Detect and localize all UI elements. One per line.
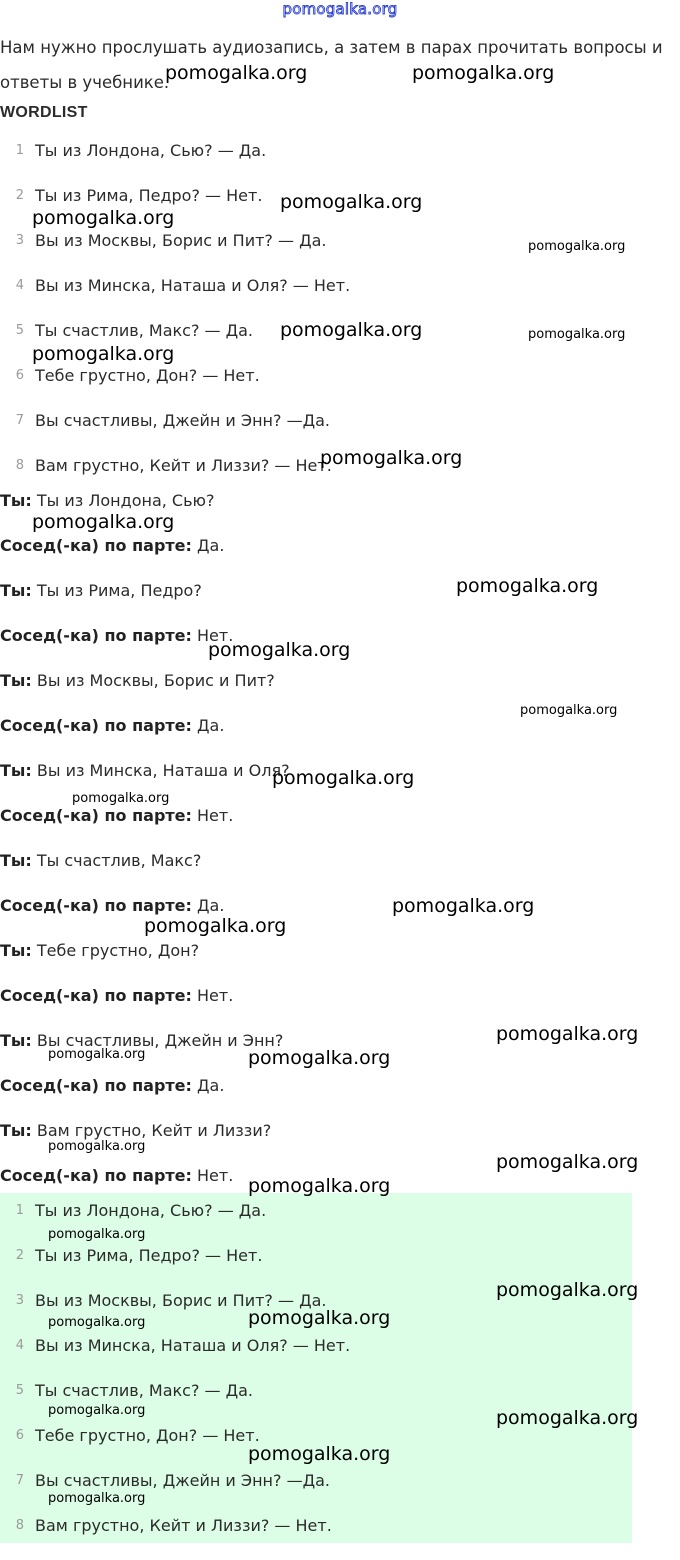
dialog-section xyxy=(0,489,640,1209)
item-number: 7 xyxy=(15,413,24,428)
watermark: pomogalka.org xyxy=(48,1403,146,1418)
watermark: pomogalka.org xyxy=(32,511,175,533)
dialog-text: Вы из Минска, Наташа и Оля? xyxy=(31,761,290,780)
item-number: 4 xyxy=(15,1338,24,1353)
dialog-text: Ты счастлив, Макс? xyxy=(31,851,202,870)
dialog-text: Нет. xyxy=(191,806,234,825)
item-text: Вам грустно, Кейт и Лиззи? — Нет. xyxy=(35,1516,332,1535)
watermark: pomogalka.org xyxy=(496,1023,639,1045)
item-text: Вы счастливы, Джейн и Энн? —Да. xyxy=(35,411,330,430)
speaker-label: Ты: xyxy=(0,1121,32,1140)
speaker-label: Сосед(-ка) по парте: xyxy=(0,986,192,1005)
dialog-line xyxy=(0,1074,640,1119)
watermark: pomogalka.org xyxy=(496,1407,639,1429)
list-item xyxy=(0,140,632,185)
watermark: pomogalka.org xyxy=(32,207,175,229)
dialog-text: Да. xyxy=(191,1076,225,1095)
dialog-text: Вам грустно, Кейт и Лиззи? xyxy=(31,1121,272,1140)
watermark: pomogalka.org xyxy=(496,1279,639,1301)
wordlist-highlighted xyxy=(0,1200,632,1560)
item-text: Вы из Минска, Наташа и Оля? — Нет. xyxy=(35,1336,351,1355)
item-number: 2 xyxy=(15,1248,24,1263)
speaker-label: Сосед(-ка) по парте: xyxy=(0,806,192,825)
watermark: pomogalka.org xyxy=(248,1307,391,1329)
dialog-text: Нет. xyxy=(191,1166,234,1185)
dialog-text: Вы из Москвы, Борис и Пит? xyxy=(31,671,275,690)
watermark: pomogalka.org xyxy=(144,915,287,937)
speaker-label: Сосед(-ка) по парте: xyxy=(0,626,192,645)
watermark: pomogalka.org xyxy=(528,327,626,342)
dialog-line xyxy=(0,714,640,759)
watermark: pomogalka.org xyxy=(165,62,308,84)
watermark: pomogalka.org xyxy=(272,767,415,789)
dialog-text: Тебе грустно, Дон? xyxy=(31,941,200,960)
watermark: pomogalka.org xyxy=(48,1227,146,1242)
dialog-line xyxy=(0,894,640,939)
item-text: Ты из Лондона, Сью? — Да. xyxy=(35,141,267,160)
speaker-label: Ты: xyxy=(0,761,32,780)
item-number: 3 xyxy=(15,1293,24,1308)
item-text: Тебе грустно, Дон? — Нет. xyxy=(35,1426,260,1445)
watermark: pomogalka.org xyxy=(456,575,599,597)
watermark: pomogalka.org xyxy=(72,791,170,806)
speaker-label: Сосед(-ка) по парте: xyxy=(0,1076,192,1095)
item-number: 5 xyxy=(15,1383,24,1398)
list-item xyxy=(0,1335,632,1380)
item-number: 8 xyxy=(15,458,24,473)
watermark: pomogalka.org xyxy=(48,1139,146,1154)
watermark: pomogalka.org xyxy=(280,319,423,341)
item-text: Ты из Рима, Педро? — Нет. xyxy=(35,1246,263,1265)
speaker-label: Ты: xyxy=(0,941,32,960)
watermark: pomogalka.org xyxy=(248,1047,391,1069)
dialog-text: Нет. xyxy=(191,986,234,1005)
watermark: pomogalka.org xyxy=(208,639,351,661)
speaker-label: Ты: xyxy=(0,491,32,510)
speaker-label: Сосед(-ка) по парте: xyxy=(0,1166,192,1185)
watermark: pomogalka.org xyxy=(520,703,618,718)
watermark: pomogalka.org xyxy=(248,1443,391,1465)
watermark: pomogalka.org xyxy=(320,447,463,469)
speaker-label: Сосед(-ка) по парте: xyxy=(0,716,192,735)
dialog-line xyxy=(0,939,640,984)
dialog-line xyxy=(0,804,640,849)
dialog-text: Нет. xyxy=(191,626,234,645)
watermark: pomogalka.org xyxy=(48,1047,146,1062)
watermark: pomogalka.org xyxy=(48,1315,146,1330)
item-number: 3 xyxy=(15,233,24,248)
item-number: 4 xyxy=(15,278,24,293)
list-item xyxy=(0,1515,632,1560)
header-watermark: pomogalka.org xyxy=(282,0,398,18)
list-item xyxy=(0,275,632,320)
dialog-text: Да. xyxy=(191,896,225,915)
dialog-line xyxy=(0,849,640,894)
item-number: 1 xyxy=(15,143,24,158)
dialog-text: Ты из Рима, Педро? xyxy=(31,581,202,600)
watermark: pomogalka.org xyxy=(392,895,535,917)
speaker-label: Сосед(-ка) по парте: xyxy=(0,896,192,915)
item-text: Вы из Москвы, Борис и Пит? — Да. xyxy=(35,1291,327,1310)
item-number: 7 xyxy=(15,1473,24,1488)
item-text: Тебе грустно, Дон? — Нет. xyxy=(35,366,260,385)
watermark: pomogalka.org xyxy=(32,343,175,365)
speaker-label: Ты: xyxy=(0,671,32,690)
dialog-text: Ты из Лондона, Сью? xyxy=(31,491,215,510)
dialog-text: Да. xyxy=(191,536,225,555)
item-number: 6 xyxy=(15,1428,24,1443)
speaker-label: Сосед(-ка) по парте: xyxy=(0,536,192,555)
watermark: pomogalka.org xyxy=(48,1491,146,1506)
item-text: Ты счастлив, Макс? — Да. xyxy=(35,1381,254,1400)
dialog-text: Да. xyxy=(191,716,225,735)
dialog-text: Вы счастливы, Джейн и Энн? xyxy=(31,1031,284,1050)
watermark: pomogalka.org xyxy=(280,191,423,213)
item-text: Вы счастливы, Джейн и Энн? —Да. xyxy=(35,1471,330,1490)
item-number: 1 xyxy=(15,1203,24,1218)
item-number: 6 xyxy=(15,368,24,383)
dialog-line xyxy=(0,534,640,579)
watermark: pomogalka.org xyxy=(248,1175,391,1197)
speaker-label: Ты: xyxy=(0,581,32,600)
item-text: Ты из Рима, Педро? — Нет. xyxy=(35,186,263,205)
list-item xyxy=(0,365,632,410)
wordlist-heading: WORDLIST xyxy=(0,104,88,121)
item-text: Ты счастлив, Макс? — Да. xyxy=(35,321,254,340)
item-text: Вы из Минска, Наташа и Оля? — Нет. xyxy=(35,276,351,295)
item-number: 8 xyxy=(15,1518,24,1533)
intro-paragraph: Нам нужно прослушать аудиозапись, а затем в парах прочитать вопросы и ответы в учебнике. xyxy=(0,38,663,92)
watermark: pomogalka.org xyxy=(528,239,626,254)
watermark: pomogalka.org xyxy=(412,62,555,84)
item-text: Вы из Москвы, Борис и Пит? — Да. xyxy=(35,231,327,250)
speaker-label: Ты: xyxy=(0,1031,32,1050)
item-text: Вам грустно, Кейт и Лиззи? — Нет. xyxy=(35,456,332,475)
list-item xyxy=(0,410,632,455)
item-text: Ты из Лондона, Сью? — Да. xyxy=(35,1201,267,1220)
item-number: 5 xyxy=(15,323,24,338)
speaker-label: Ты: xyxy=(0,851,32,870)
item-number: 2 xyxy=(15,188,24,203)
watermark: pomogalka.org xyxy=(496,1151,639,1173)
